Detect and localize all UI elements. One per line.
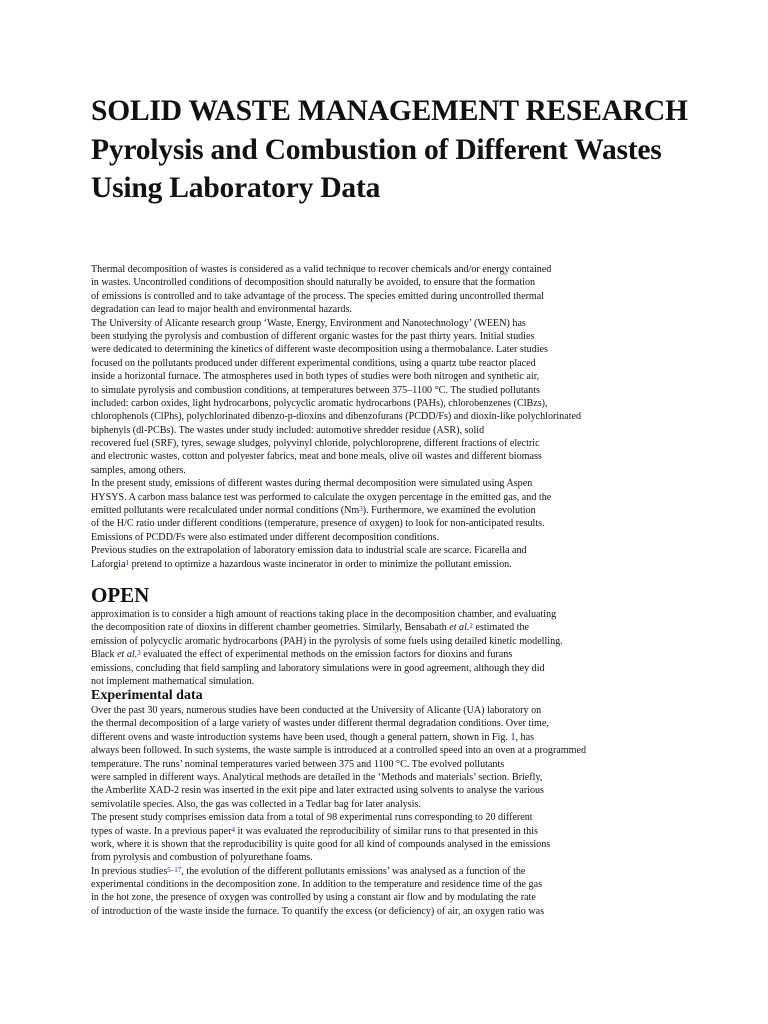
text-line: degradation can lead to major health and environmental hazards. <box>91 304 352 316</box>
open-ref2-line: the decomposition rate of dioxins in different chamber geometries. Similarly, Bensabath et al.$^2$ estimated the <box>91 622 529 634</box>
intro-ref-line: Laforgia$^1$ pretend to optimize a hazardous waste incinerator in order to minimize the pollutant emission. <box>91 558 512 570</box>
open-lines-a <box>91 608 651 621</box>
figure-link-1[interactable]: 1 <box>510 731 516 743</box>
text-line: and electronic wastes, cotton and polyester fabrics, meat and bone meals, olive oil wastes and different biomass <box>91 451 542 463</box>
document-title: SOLID WASTE MANAGEMENT RESEARCH Pyrolysis and Combustion of Different Wastes Using Laboratory Data <box>91 95 688 204</box>
text-line: of introduction of the waste inside the furnace. To quantify the excess (or deficiency) of air, an oxygen ratio was <box>91 905 545 917</box>
open-section <box>91 608 651 688</box>
text-line: approximation is to consider a high amount of reactions taking place in the decomposition chamber, and evaluating <box>91 609 557 620</box>
text-line: Emissions of PCDD/Fs were also estimated under different decomposition conditions. <box>91 531 440 543</box>
text-line: emission of polycyclic aromatic hydrocarbons (PAH) in the pyrolysis of some fuels using detailed kinetic modelling. <box>91 635 563 647</box>
text-line: focused on the pollutants produced under different experimental conditions, using a quartz tube reactor placed <box>91 357 536 369</box>
text-line: experimental conditions in the decomposition zone. In addition to the temperature and residence time of the gas <box>91 879 542 891</box>
intro-tail-lines <box>91 517 651 557</box>
intro-paragraphs <box>91 263 651 504</box>
text-line: of emissions is controlled and to take advantage of the process. The species emitted during uncontrolled thermal <box>91 290 545 302</box>
text-line: emissions, concluding that field sampling and laboratory simulations were in good agreement, although they did <box>91 662 545 674</box>
text-line: semivolatile species. Also, the gas was collected in a Tedlar bag for later analysis. <box>91 798 421 810</box>
exp-lines-c <box>91 838 651 865</box>
text-line: HYSYS. A carbon mass balance test was performed to calculate the oxygen percentage in the emitted gas, and the <box>91 491 552 503</box>
text-line: work, where it is shown that the reproducibility is quite good for all kind of compounds analysed in the emissions <box>91 838 551 850</box>
text-line: biphenyls (dl-PCBs). The wastes under study included: automotive shredder residue (ASR), solid <box>91 424 485 436</box>
exp-lines-b <box>91 744 651 824</box>
text-line: were sampled in different ways. Analytical methods are detailed in the ‘Methods and materials’ section. Briefly, <box>91 771 543 783</box>
text-line: The University of Alicante research group ‘Waste, Energy, Environment and Nanotechnology’ (WEEN) has <box>91 317 526 329</box>
text-line: The present study comprises emission data from a total of 98 experimental runs corresponding to 20 different <box>91 812 533 824</box>
text-line: from pyrolysis and combustion of polyurethane foams. <box>91 852 313 864</box>
reference-link-1[interactable]: 1 <box>125 558 130 567</box>
text-line: to simulate pyrolysis and combustion conditions, at temperatures between 375–1100 °C. The studied pollutants <box>91 384 540 396</box>
text-line: not implement mathematical simulation. <box>91 675 255 687</box>
text-line: in the hot zone, the presence of oxygen was controlled by using a constant air flow and by modulating the rate <box>91 892 536 904</box>
text-line: Over the past 30 years, numerous studies have been conducted at the University of Alicante (UA) laboratory on <box>91 705 542 716</box>
text-line: in wastes. Uncontrolled conditions of decomposition should naturally be avoided, to ensure that the formation <box>91 277 536 289</box>
text-line: the Amberlite XAD-2 resin was inserted in the exit pipe and later extracted using solvents to analyse the various <box>91 785 544 797</box>
text-line: been studying the pyrolysis and combustion of different organic wastes for the past thirty years. Initial studies <box>91 330 535 342</box>
reference-link-5-17[interactable]: 5–17 <box>167 865 182 874</box>
text-line: were dedicated to determining the kinetics of different waste decomposition using a thermobalance. Later studies <box>91 344 548 356</box>
text-line: included: carbon oxides, light hydrocarbons, polycyclic aromatic hydrocarbons (PAHs), chlorobenzenes (ClBzs), <box>91 397 548 409</box>
text-line: Previous studies on the extrapolation of laboratory emission data to industrial scale are scarce. Ficarella and <box>91 545 527 557</box>
open-heading: OPEN <box>91 583 150 607</box>
intro-nm-line: emitted pollutants were recalculated under normal conditions (Nm$^3$). Furthermore, we examined the evolution <box>91 505 536 517</box>
text-line: the thermal decomposition of a large variety of wastes under different thermal degradation conditions. Over time, <box>91 718 549 730</box>
text-line: temperature. The runs’ nominal temperatures varied between 375 and 1100 °C. The evolved pollutants <box>91 758 505 770</box>
superscript-3: 3 <box>359 505 363 514</box>
text-line: chlorophenols (ClPhs), polychlorinated dibenzo-p-dioxins and dibenzofurans (PCDD/Fs) and dioxin-like polychlorinated <box>91 411 582 423</box>
intro-section <box>91 263 651 571</box>
exp-lines-d <box>91 878 651 918</box>
open-lines-c <box>91 662 651 689</box>
text-line: of the H/C ratio under different conditions (temperature, presence of oxygen) to look for non-anticipated results. <box>91 518 545 530</box>
text-line: In the present study, emissions of different wastes during thermal decomposition were simulated using Aspen <box>91 478 533 490</box>
exp-ref4-line: types of waste. In a previous paper$^4$ it was evaluated the reproducibility of similar runs to that presented in this <box>91 825 538 837</box>
text-line: Thermal decomposition of wastes is considered as a valid technique to recover chemicals and/or energy contained <box>91 264 552 275</box>
reference-link-2[interactable]: 2 <box>469 622 473 631</box>
open-lines-b <box>91 635 651 648</box>
exp-fig-line: different ovens and waste introduction systems have been used, though a general pattern, shown in Fig. 1, has <box>91 731 535 743</box>
exp-lines-a <box>91 704 651 731</box>
experimental-data-heading: Experimental data <box>91 688 203 703</box>
open-ref3-line: Black et al.$^3$ evaluated the effect of experimental methods on the emission factors for dioxins and furans <box>91 649 513 661</box>
text-line: samples, among others. <box>91 464 186 476</box>
reference-link-4[interactable]: 4 <box>231 825 235 834</box>
text-line: recovered fuel (SRF), tyres, sewage sludges, polyvinyl chloride, polychloroprene, different fractions of electric <box>91 438 540 450</box>
exp-ref5-line: In previous studies$^{5-17}$, the evolution of the different pollutants emissions’ was analysed as a function of the <box>91 865 526 877</box>
reference-link-3[interactable]: 3 <box>137 649 141 658</box>
text-line: inside a horizontal furnace. The atmospheres used in both types of studies were both nitrogen and synthetic air, <box>91 371 540 383</box>
experimental-section <box>91 704 651 918</box>
text-line: always been followed. In such systems, the waste sample is introduced at a controlled speed into an oven at a programmed <box>91 745 587 757</box>
